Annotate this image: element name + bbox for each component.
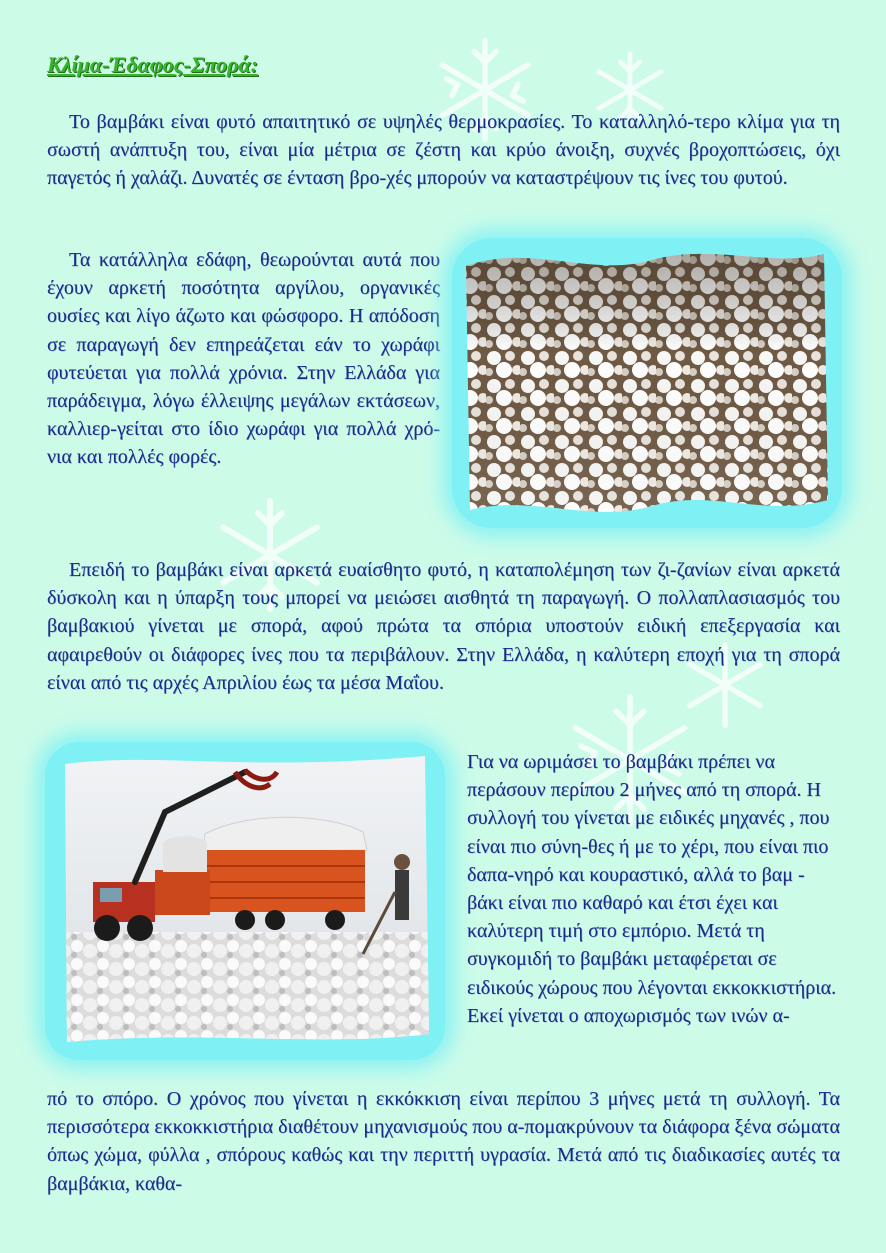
paragraph-soil: Τα κατάλληλα εδάφη, θεωρούνται αυτά που έχουν αρκετή ποσότητα αργίλου, οργανικές ουσίες και λίγο άζωτο και φώσφορο. Η απόδοση σε παραγωγή δεν επηρεάζεται εάν το χωράφι φυτεύεται για πολλά χρόνια. Στην Ελλάδα για παράδειγμα, λόγω έλλειψης μεγάλων εκτάσεων, καλλιερ-γείται στο ίδιο χωράφι για πολλά χρό-νια και πολλές φορές. [47,249,440,469]
paragraph-climate: Το βαμβάκι είναι φυτό απαιτητικό σε υψηλές θερμοκρασίες. Το καταλληλό-τερο κλίμα για τη σωστή ανάπτυξη του, είναι μία μέτρια σε ζέστη και κρύο άνοιξη, συχνές βροχοπτώσεις, όχι παγετός ή χαλάζι. Δυνατές σε ένταση βρο-χές μπορούν να καταστρέψουν τις ίνες του φυτού. [47,111,840,190]
paragraph-sowing: Επειδή το βαμβάκι είναι αρκετά ευαίσθητο φυτό, η καταπολέμηση των ζι-ζανίων είναι αρκετά δύσκολη και η ύπαρξη τους μπορεί να μειώσει αισθητά τη παραγωγή. Ο πολλαπλασιασμός του βαμβακιού γίνεται με σπορά, αφού πρώτα τα σπόρια υποστούν ειδική επεξεργασία και αφαιρεθούν οι διάφορες ίνες που τα περιβάλουν. Στην Ελλάδα, η καλύτερη εποχή για τη σπορά είναι από τις αρχές Απριλίου έως τα μέσα Μαΐου. [47,559,840,694]
cotton-field-image [452,238,842,528]
page-title: Κλίμα-Έδαφος-Σπορά: [47,52,258,77]
cotton-harvest-image-frame [45,742,445,1060]
cotton-field-image-frame [452,238,842,528]
paragraph-ginning: πό το σπόρο. Ο χρόνος που γίνεται η εκκόκκιση είναι περίπου 3 μήνες μετά τη συλλογή. Τα περισσότερα εκκοκκιστήρια διαθέτουν μηχανισμούς που α-πομακρύνουν τα διάφορα ξένα σώματα όπως χώμα, φύλλα , σπόρους καθώς και την περιττή υγρασία. Μετά από τις διαδικασίες αυτές τα βαμβάκια, καθα- [47,1088,840,1195]
cotton-harvest-image [45,742,445,1060]
paragraph-harvest: Για να ωριμάσει το βαμβάκι πρέπει να περάσουν περίπου 2 μήνες από τη σπορά. Η συλλογή του γίνεται με ειδικές μηχανές , που είναι πιο σύνη-θες ή με το χέρι, που είναι πιο δαπα-νηρό και κουραστικό, αλλά το βαμ - βάκι είναι πιο καθαρό και έτσι έχει και καλύτερη τιμή στο εμπόριο. Μετά τη συγκομιδή το βαμβάκι μεταφέρεται σε ειδικούς χώρους που λέγονται εκκοκκιστήρια. Εκεί γίνεται ο αποχωρισμός των ινών α- [467,751,837,1027]
